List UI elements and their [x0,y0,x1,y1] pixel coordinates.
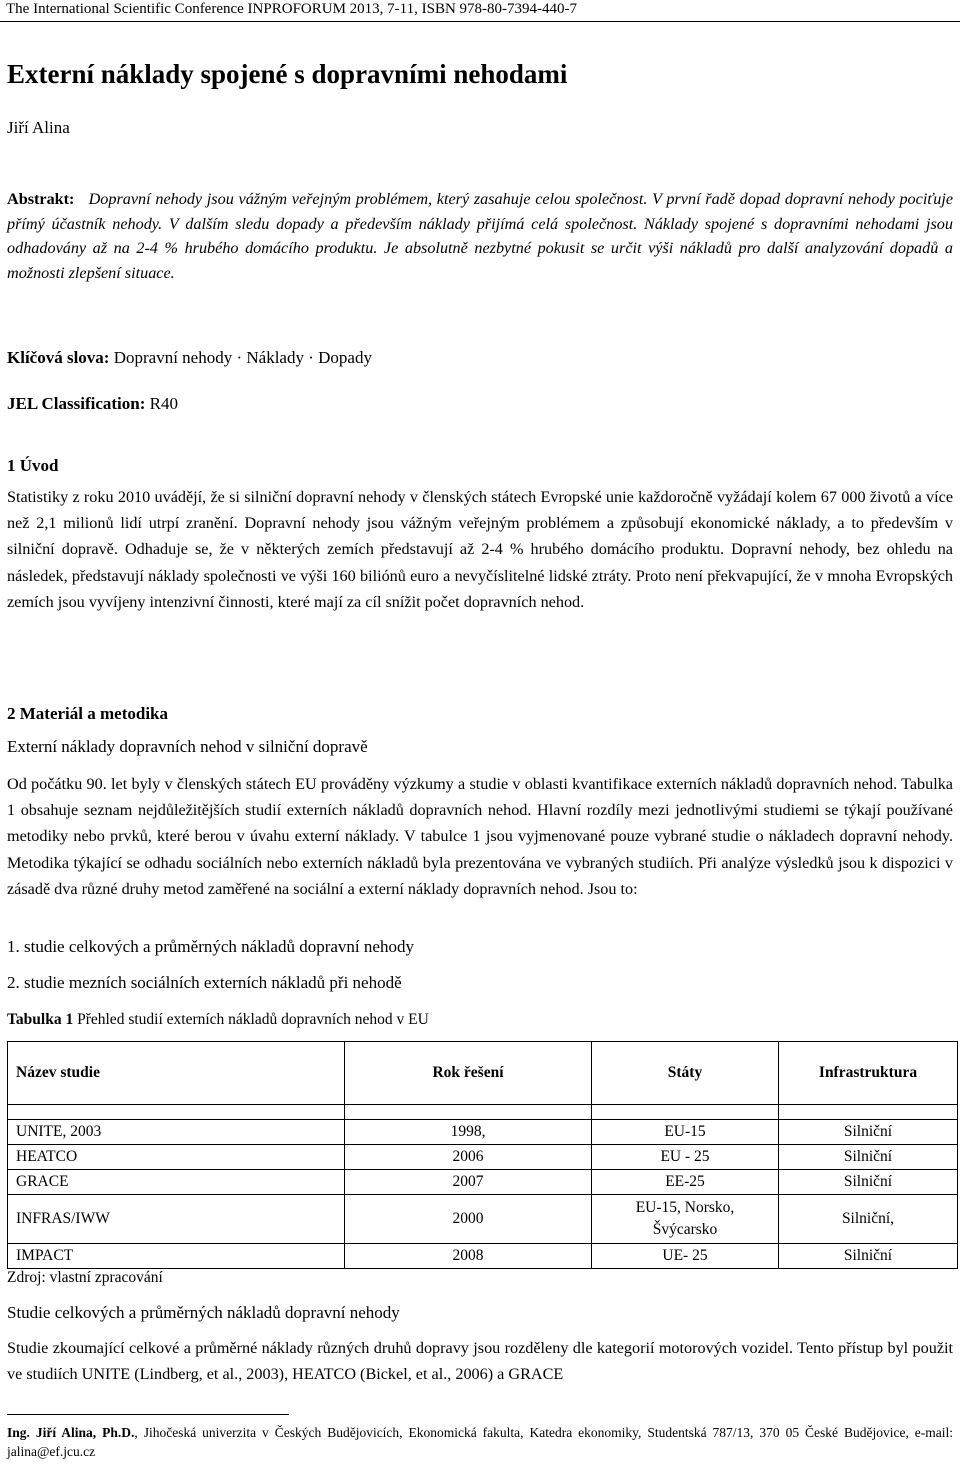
table-cell: 1998, [345,1120,592,1145]
footnote [7,1423,953,1461]
table-cell: HEATCO [8,1145,345,1170]
section-1-text: Statistiky z roku 2010 uvádějí, že si silniční dopravní nehody v členských státech Evropské unie každoročně vyžádají kolem 67 000 životů a více než 2,1 milionů lidí utrpí zranění. Dopravní nehody jsou vážným veřejným problémem a způsobují ekonomické náklady, a to především v silniční dopravě. Odhaduje se, že v některých zemích představují až 2-4 % hrubého domácího produktu. Dopravní nehody, bez ohledu na následek, představují náklady společnosti ve výši 160 biliónů euro a nevyčíslitelné lidské ztráty. Proto není překvapující, že v mnoha Evropských zemích jsou vyvíjeny intenzivní činnosti, které mají za cíl snížit počet dopravních nehod. [7,488,953,611]
section-3-text: Studie zkoumající celkové a průměrné náklady různých druhů dopravy jsou rozděleny dle kategorií motorových vozidel. Tento přístup byl použit ve studiích UNITE (Lindberg, et al., 2003), HEATCO (Bickel, et al., 2006) a GRACE [7,1339,953,1384]
table-cell: EU - 25 [592,1145,779,1170]
table-cell: UE- 25 [592,1244,779,1269]
table-cell: Silniční [779,1120,958,1145]
footnote-divider [7,1414,289,1415]
table-cell: UNITE, 2003 [8,1120,345,1145]
jel-text: R40 [149,394,178,413]
keywords-label: Klíčová slova: [7,348,110,367]
table-cell: 2007 [345,1170,592,1195]
running-header: The International Scientific Conference INPROFORUM 2013, 7-11, ISBN 978-80-7394-440-7 [0,0,960,22]
table-cell: Silniční [779,1170,958,1195]
table-cell: EU-15, Norsko, Švýcarsko [592,1195,779,1244]
keywords-text: Dopravní nehody · Náklady · Dopady [113,348,372,367]
section-2-text: Od počátku 90. let byly v členských státech EU prováděny výzkumy a studie v oblasti kvantifikace externích nákladů dopravních nehod. Tabulka 1 obsahuje seznam nejdůležitějších studií externích nákladů dopravních nehod. Hlavní rozdíly mezi jednotlivými studiemi se týkají používané metodiky nebo prvků, které berou v úvahu externí náklady. V tabulce 1 jsou vyjmenované pouze vybrané studie o nákladech dopravní nehody. Metodika týkající se odhadu sociálních nebo externích nákladů byla prezentována ve vybraných studiích. Při analýze výsledků jsou k dispozici v zásadě dva různé druhy metod zaměřené na sociální a externí náklady dopravních nehod. Jsou to: [7,775,953,898]
table-header-row [8,1042,958,1105]
author-name: Jiří Alina [7,118,70,137]
table-cell: Silniční [779,1145,958,1170]
table-cell: EU-15 [592,1120,779,1145]
footnote-text: , Jihočeská univerzita v Českých Budějovicích, Ekonomická fakulta, Katedra ekonomiky, Studentská 787/13, 370 05 České Budějovice, e-mail: jalina@ef.jcu.cz [7,1425,953,1459]
table-cell: GRACE [8,1170,345,1195]
paper-title: Externí náklady spojené s dopravními nehodami [7,59,568,89]
footnote-name: Ing. Jiří Alina, Ph.D. [7,1425,135,1440]
table-header-cell: Rok řešení [345,1042,592,1105]
jel-label: JEL Classification: [7,394,146,413]
table-caption-text: Přehled studií externích nákladů dopravních nehod v EU [77,1011,429,1028]
table-row [8,1145,958,1170]
list-item: 1. studie celkových a průměrných nákladů dopravní nehody [7,937,414,956]
table-row [8,1120,958,1145]
table-cell: EE-25 [592,1170,779,1195]
table-row [8,1195,958,1244]
keywords [7,347,953,369]
list-item: 2. studie mezních sociálních externích nákladů při nehodě [7,973,402,992]
table-row [8,1170,958,1195]
table-cell: INFRAS/IWW [8,1195,345,1244]
table-cell: IMPACT [8,1244,345,1269]
table-header-cell: Infrastruktura [779,1042,958,1105]
table-spacer-row [8,1105,958,1120]
table-source: Zdroj: vlastní zpracování [7,1269,163,1286]
section-1-heading: 1 Úvod [7,456,59,475]
table-cell: Silniční, [779,1195,958,1244]
table-header-cell: Státy [592,1042,779,1105]
table-cell: 2000 [345,1195,592,1244]
abstract [7,187,953,285]
table-cell: Silniční [779,1244,958,1269]
table-cell: 2008 [345,1244,592,1269]
section-2-subheading: Externí náklady dopravních nehod v silniční dopravě [7,737,368,756]
jel-classification [7,393,953,415]
table-header-cell: Název studie [8,1042,345,1105]
section-2-heading: 2 Materiál a metodika [7,704,168,723]
abstract-text: Dopravní nehody jsou vážným veřejným problémem, který zasahuje celou společnost. V první řadě dopad dopravní nehody pociťuje přímý účastník nehody. V dalším sledu dopady a především náklady přijímá celá společnost. Náklady spojené s dopravními nehodami jsou odhadovány až na 2-4 % hrubého domácího produktu. Je absolutně nezbytné pokusit se určit výši nákladů pro další analyzování dopadů a možnosti zlepšení situace. [7,190,953,282]
table-caption-label: Tabulka 1 [7,1011,74,1028]
studies-table [7,1041,958,1269]
section-3-subheading: Studie celkových a průměrných nákladů dopravní nehody [7,1303,400,1322]
abstract-label: Abstrakt: [7,190,75,208]
table-cell: 2006 [345,1145,592,1170]
table-row [8,1244,958,1269]
table-caption [7,1010,953,1030]
